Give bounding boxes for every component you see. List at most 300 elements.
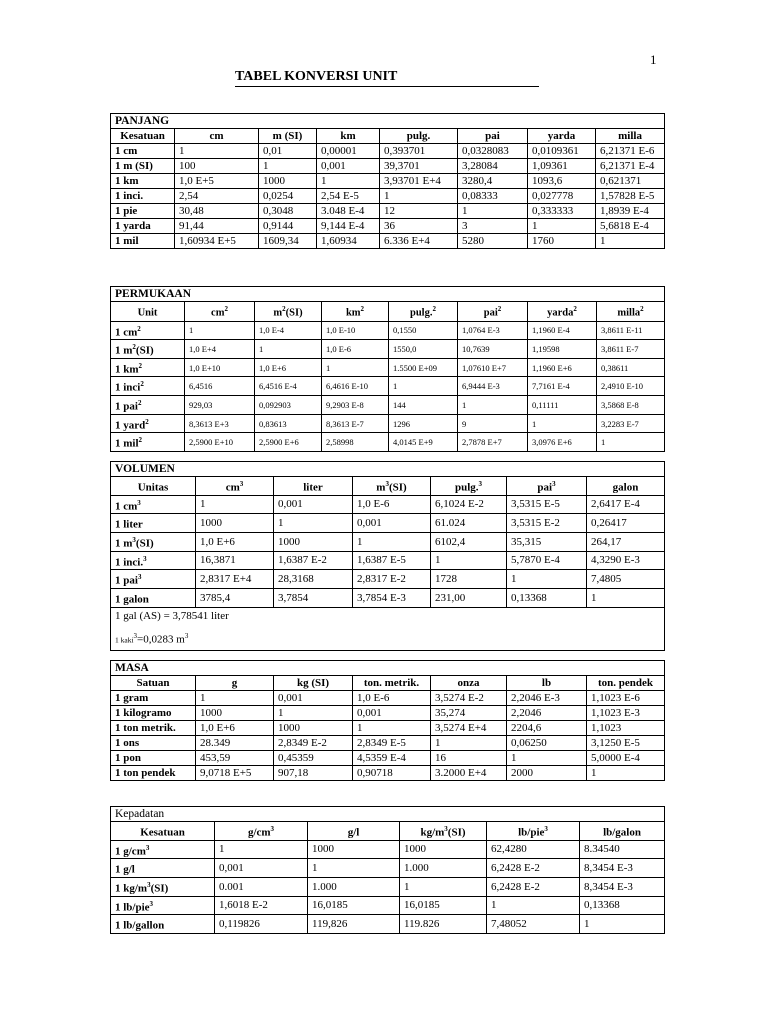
col-header: Kesatuan (111, 822, 215, 841)
table-cell: 0,0328083 (458, 144, 528, 159)
table-cell: 8,3613 E+3 (185, 414, 255, 433)
col-header: $km^2$ (322, 302, 389, 322)
length-table (110, 113, 665, 249)
row-label: 1 $cm^3$ (111, 495, 196, 514)
col-header: km (317, 129, 380, 144)
col-header: pai$^2$ (458, 302, 528, 322)
col-header: galon (587, 477, 665, 496)
table-cell: 2,7878 E+7 (458, 433, 528, 452)
table-cell: 0,9144 (259, 219, 317, 234)
table-cell: 6,4516 E-4 (255, 377, 322, 396)
table-cell: 0,621371 (596, 174, 665, 189)
table-cell: 1 (196, 691, 274, 706)
table-cell: 0,092903 (255, 396, 322, 415)
col-header: Unitas (111, 477, 196, 496)
table-cell: 2,6417 E-4 (587, 495, 665, 514)
table-cell: 1,0 E+6 (196, 532, 274, 551)
table-cell: 8,3454 E-3 (580, 859, 665, 878)
col-header: pai$^3$ (507, 477, 587, 496)
table-cell: 0,0109361 (528, 144, 596, 159)
table-cell: 0,08333 (458, 189, 528, 204)
col-header: milla (596, 129, 665, 144)
table-cell: 1 (215, 840, 308, 859)
table-cell: 1,1023 E-3 (587, 706, 665, 721)
table-cell: 39,3701 (380, 159, 458, 174)
row-label: 1 $km^2$ (111, 358, 185, 377)
row-label: 1 m (SI) (111, 159, 175, 174)
table-cell: 28,3168 (274, 570, 353, 589)
table-cell: 1 (528, 414, 597, 433)
table-cell: 1,09361 (528, 159, 596, 174)
table-cell: 12 (380, 204, 458, 219)
col-header: lb (507, 676, 587, 691)
table-cell: 30,48 (175, 204, 259, 219)
table-cell: 6.336 E+4 (380, 234, 458, 249)
col-header: pulg.$^2$ (389, 302, 458, 322)
table-row (111, 204, 665, 219)
row-label: 1 mil (111, 234, 175, 249)
table-cell: 0,393701 (380, 144, 458, 159)
table-cell: 7,48052 (487, 915, 580, 934)
area-table (110, 286, 665, 452)
row-label: 1 mil$^2$ (111, 433, 185, 452)
table-cell: 9,144 E-4 (317, 219, 380, 234)
table-cell: 2,2046 (507, 706, 587, 721)
section-title-volumen: VOLUMEN (111, 462, 665, 477)
table-cell: 3,93701 E+4 (380, 174, 458, 189)
table-cell: 0,3048 (259, 204, 317, 219)
table-cell: 0,001 (353, 514, 431, 533)
table-cell: 1,1960 E-4 (528, 321, 597, 340)
table-cell: 6,2428 E-2 (487, 859, 580, 878)
table-cell: 1,60934 E+5 (175, 234, 259, 249)
gallon-note: 1 gal (AS) = 3,78541 liter (115, 609, 229, 622)
col-header: g/l (308, 822, 400, 841)
table-cell: 3,5274 E+4 (431, 721, 507, 736)
table-cell: 7,4805 (587, 570, 665, 589)
table-cell: 2,54 E-5 (317, 189, 380, 204)
col-header: g (196, 676, 274, 691)
table-cell: 1000 (196, 706, 274, 721)
table-cell: 1,07610 E+7 (458, 358, 528, 377)
table-cell: 907,18 (274, 766, 353, 781)
table-row (111, 174, 665, 189)
table-cell: 6102,4 (431, 532, 507, 551)
row-label: 1 pai$^3$ (111, 570, 196, 589)
table-row (111, 736, 665, 751)
row-label: 1 inci$^2$ (111, 377, 185, 396)
table-cell: 1760 (528, 234, 596, 249)
table-cell: 9 (458, 414, 528, 433)
col-header: pulg. (380, 129, 458, 144)
table-row (111, 159, 665, 174)
table-row (111, 570, 665, 589)
table-cell: 1 (259, 159, 317, 174)
table-cell: 144 (389, 396, 458, 415)
table-cell: 8,3613 E-7 (322, 414, 389, 433)
table-cell: 1,1960 E+6 (528, 358, 597, 377)
row-label: 1 km (111, 174, 175, 189)
row-label: 1 $cm^2$ (111, 321, 185, 340)
table-cell: 5,7870 E-4 (507, 551, 587, 570)
table-cell: 0,45359 (274, 751, 353, 766)
row-label: 1 pie (111, 204, 175, 219)
table-cell: 16 (431, 751, 507, 766)
row-label: 1 pai$^2$ (111, 396, 185, 415)
table-cell: 3.2000 E+4 (431, 766, 507, 781)
table-cell: 1,19598 (528, 340, 597, 359)
page-number: 1 (650, 52, 657, 67)
col-header: cm (175, 129, 259, 144)
table-cell: 264,17 (587, 532, 665, 551)
table-cell: 6,2428 E-2 (487, 877, 580, 896)
table-cell: 6,1024 E-2 (431, 495, 507, 514)
table-cell: 3,0976 E+6 (528, 433, 597, 452)
table-row (111, 532, 665, 551)
cubic-foot-note: 1 kaki$^3$=0,0283 $m^3$ (115, 631, 189, 646)
table-row (111, 915, 665, 934)
table-row (111, 896, 665, 915)
table-cell: 1,6018 E-2 (215, 896, 308, 915)
table-cell: 1,6387 E-2 (274, 551, 353, 570)
row-label: 1 yarda (111, 219, 175, 234)
table-cell: 1 (507, 570, 587, 589)
col-header: lb/galon (580, 822, 665, 841)
table-cell: 0,0254 (259, 189, 317, 204)
table-cell: 5,6818 E-4 (596, 219, 665, 234)
table-cell: 1 (431, 551, 507, 570)
table-cell: 2,8349 E-5 (353, 736, 431, 751)
table-cell: 2,5900 E+6 (255, 433, 322, 452)
volume-table (110, 461, 665, 651)
section-title-kepadatan: Kepadatan (111, 807, 665, 822)
col-header: pulg.$^3$ (431, 477, 507, 496)
col-header: $m^2(SI)$ (255, 302, 322, 322)
table-cell: 0,01 (259, 144, 317, 159)
table-cell: 1 (175, 144, 259, 159)
table-cell: 1,0 E-4 (255, 321, 322, 340)
table-cell: 0,001 (317, 159, 380, 174)
col-header: Satuan (111, 676, 196, 691)
table-cell: 4,5359 E-4 (353, 751, 431, 766)
col-header: lb/pie$^3$ (487, 822, 580, 841)
table-cell: 929,03 (185, 396, 255, 415)
table-cell: 8.34540 (580, 840, 665, 859)
table-cell: 1 (400, 877, 487, 896)
table-cell: 6,9444 E-3 (458, 377, 528, 396)
table-cell: 1,0 E-6 (353, 691, 431, 706)
table-cell: 1.000 (308, 877, 400, 896)
table-cell: 1 (196, 495, 274, 514)
table-cell: 1,0 E-10 (322, 321, 389, 340)
table-cell: 2,2046 E-3 (507, 691, 587, 706)
table-cell: 1728 (431, 570, 507, 589)
table-cell: 5280 (458, 234, 528, 249)
table-cell: 3,2283 E-7 (597, 414, 665, 433)
table-cell: 100 (175, 159, 259, 174)
table-cell: 3,5274 E-2 (431, 691, 507, 706)
table-cell: 0,119826 (215, 915, 308, 934)
table-cell: 3,7854 (274, 588, 353, 607)
table-cell: 3.048 E-4 (317, 204, 380, 219)
row-label: 1 $kg/m^3(SI)$ (111, 877, 215, 896)
section-title-masa: MASA (111, 661, 665, 676)
col-header: ton. metrik. (353, 676, 431, 691)
table-cell: 3280,4 (458, 174, 528, 189)
section-title-permukaan: PERMUKAAN (111, 287, 665, 302)
table-cell: 1 (317, 174, 380, 189)
table-cell: 16,0185 (400, 896, 487, 915)
table-row (111, 840, 665, 859)
row-label: 1 galon (111, 588, 196, 607)
table-row (111, 340, 665, 359)
table-row (111, 377, 665, 396)
table-row (111, 877, 665, 896)
mass-table (110, 660, 665, 781)
table-cell: 1 (528, 219, 596, 234)
table-cell: 1000 (400, 840, 487, 859)
table-cell: 0.001 (215, 877, 308, 896)
table-cell: 2,8317 E+4 (196, 570, 274, 589)
table-cell: 1 (322, 358, 389, 377)
table-cell: 1,60934 (317, 234, 380, 249)
table-cell: 1,0 E+5 (175, 174, 259, 189)
col-header: $m^3(SI)$ (353, 477, 431, 496)
table-cell: 1 (487, 896, 580, 915)
table-cell: 1550,0 (389, 340, 458, 359)
table-cell: 1,1023 E-6 (587, 691, 665, 706)
table-cell: 0,26417 (587, 514, 665, 533)
table-cell: 0,00001 (317, 144, 380, 159)
table-cell: 1000 (196, 514, 274, 533)
table-cell: 2,58998 (322, 433, 389, 452)
table-cell: 5,0000 E-4 (587, 751, 665, 766)
row-label: 1 g/l (111, 859, 215, 878)
table-cell: 1,0 E+6 (255, 358, 322, 377)
table-cell: 1 (507, 751, 587, 766)
row-label: 1 ton metrik. (111, 721, 196, 736)
row-label: 1 lb/gallon (111, 915, 215, 934)
table-cell: 1093,6 (528, 174, 596, 189)
table-cell: 2,54 (175, 189, 259, 204)
table-cell: 0,83613 (255, 414, 322, 433)
table-cell: 0,38611 (597, 358, 665, 377)
table-cell: 9,0718 E+5 (196, 766, 274, 781)
table-cell: 28.349 (196, 736, 274, 751)
table-cell: 6,21371 E-6 (596, 144, 665, 159)
table-cell: 6,4516 (185, 377, 255, 396)
table-cell: 3,5315 E-2 (507, 514, 587, 533)
table-row (111, 321, 665, 340)
table-cell: 4,0145 E+9 (389, 433, 458, 452)
table-cell: 6,4616 E-10 (322, 377, 389, 396)
table-cell: 3,28084 (458, 159, 528, 174)
table-row (111, 396, 665, 415)
table-cell: 1296 (389, 414, 458, 433)
table-cell: 0,90718 (353, 766, 431, 781)
table-row (111, 433, 665, 452)
table-cell: 1,0 E-6 (322, 340, 389, 359)
table-cell: 1000 (308, 840, 400, 859)
row-label: 1 inci.$^3$ (111, 551, 196, 570)
table-row (111, 551, 665, 570)
table-cell: 0,13368 (507, 588, 587, 607)
table-cell: 35,315 (507, 532, 587, 551)
col-header: milla$^2$ (597, 302, 665, 322)
table-row (111, 859, 665, 878)
table-cell: 61.024 (431, 514, 507, 533)
col-header: liter (274, 477, 353, 496)
col-header: $cm^2$ (185, 302, 255, 322)
table-cell: 3,8611 E-7 (597, 340, 665, 359)
row-label: 1 kilogramo (111, 706, 196, 721)
row-label: 1 pon (111, 751, 196, 766)
table-cell: 1 (389, 377, 458, 396)
row-label: 1 yard$^2$ (111, 414, 185, 433)
col-header: onza (431, 676, 507, 691)
table-cell: 1,0 E+10 (185, 358, 255, 377)
row-label: 1 liter (111, 514, 196, 533)
table-cell: 1 (431, 736, 507, 751)
table-cell: 1,0 E+4 (185, 340, 255, 359)
table-row (111, 234, 665, 249)
table-cell: 2,5900 E+10 (185, 433, 255, 452)
table-cell: 0,027778 (528, 189, 596, 204)
table-cell: 1 (380, 189, 458, 204)
row-label: 1 inci. (111, 189, 175, 204)
table-cell: 0,11111 (528, 396, 597, 415)
table-cell: 2,4910 E-10 (597, 377, 665, 396)
table-row (111, 721, 665, 736)
table-cell: 0,001 (215, 859, 308, 878)
table-cell: 4,3290 E-3 (587, 551, 665, 570)
table-row (111, 189, 665, 204)
table-cell: 6,21371 E-4 (596, 159, 665, 174)
table-cell: 36 (380, 219, 458, 234)
table-cell: 91,44 (175, 219, 259, 234)
table-cell: 1,6387 E-5 (353, 551, 431, 570)
table-cell: 1 (274, 706, 353, 721)
table-row (111, 495, 665, 514)
table-cell: 1 (308, 859, 400, 878)
table-row (111, 358, 665, 377)
table-cell: 16,3871 (196, 551, 274, 570)
table-cell: 1 (274, 514, 353, 533)
table-cell: 1,1023 (587, 721, 665, 736)
col-header: ton. pendek (587, 676, 665, 691)
table-cell: 3,5868 E-8 (597, 396, 665, 415)
row-label: 1 ton pendek (111, 766, 196, 781)
table-cell: 1,0764 E-3 (458, 321, 528, 340)
table-row (111, 766, 665, 781)
row-label: 1 $m^2(SI)$ (111, 340, 185, 359)
col-header: $g/cm^3$ (215, 822, 308, 841)
table-cell: 0,06250 (507, 736, 587, 751)
table-cell: 1 (458, 204, 528, 219)
table-cell: 1 (255, 340, 322, 359)
table-cell: 1,57828 E-5 (596, 189, 665, 204)
table-row (111, 691, 665, 706)
table-cell: 16,0185 (308, 896, 400, 915)
table-cell: 3,1250 E-5 (587, 736, 665, 751)
table-cell: 0,001 (353, 706, 431, 721)
table-row (111, 706, 665, 721)
row-label: 1 $g/cm^3$ (111, 840, 215, 859)
col-header: yarda$^2$ (528, 302, 597, 322)
table-cell: 2,8349 E-2 (274, 736, 353, 751)
table-cell: 10,7639 (458, 340, 528, 359)
table-cell: 453,59 (196, 751, 274, 766)
table-cell: 1 (458, 396, 528, 415)
table-cell: 119,826 (308, 915, 400, 934)
table-cell: 0,1550 (389, 321, 458, 340)
table-cell: 3,8611 E-11 (597, 321, 665, 340)
table-cell: 1609,34 (259, 234, 317, 249)
table-cell: 35,274 (431, 706, 507, 721)
table-cell: 0,13368 (580, 896, 665, 915)
table-cell: 1 (353, 721, 431, 736)
table-cell: 8,3454 E-3 (580, 877, 665, 896)
col-header: yarda (528, 129, 596, 144)
table-row (111, 414, 665, 433)
row-label: 1 ons (111, 736, 196, 751)
table-cell: 1 (597, 433, 665, 452)
table-cell: 1000 (274, 532, 353, 551)
table-cell: 1000 (274, 721, 353, 736)
table-cell: 119.826 (400, 915, 487, 934)
table-cell: 0,001 (274, 495, 353, 514)
col-header: m (SI) (259, 129, 317, 144)
table-cell: 1 (596, 234, 665, 249)
table-cell: 3785,4 (196, 588, 274, 607)
table-cell: 1 (587, 588, 665, 607)
row-label: 1 gram (111, 691, 196, 706)
table-cell: 3,5315 E-5 (507, 495, 587, 514)
col-header: $kg/m^3(SI)$ (400, 822, 487, 841)
col-header: pai (458, 129, 528, 144)
table-cell: 1,0 E+6 (196, 721, 274, 736)
table-cell: 1 (580, 915, 665, 934)
row-label: 1 cm (111, 144, 175, 159)
table-row (111, 144, 665, 159)
table-cell: 3 (458, 219, 528, 234)
table-cell: 1.5500 E+09 (389, 358, 458, 377)
table-cell: 62,4280 (487, 840, 580, 859)
table-cell: 0,001 (274, 691, 353, 706)
col-header: Unit (111, 302, 185, 322)
col-header: $cm^3$ (196, 477, 274, 496)
table-row (111, 514, 665, 533)
col-header: Kesatuan (111, 129, 175, 144)
section-title-panjang: PANJANG (111, 114, 665, 129)
table-cell: 2000 (507, 766, 587, 781)
table-cell: 2204,6 (507, 721, 587, 736)
table-cell: 3,7854 E-3 (353, 588, 431, 607)
table-row (111, 751, 665, 766)
table-cell: 231,00 (431, 588, 507, 607)
table-cell: 1,0 E-6 (353, 495, 431, 514)
table-row (111, 219, 665, 234)
table-cell: 1 (587, 766, 665, 781)
table-cell: 1000 (259, 174, 317, 189)
table-cell: 2,8317 E-2 (353, 570, 431, 589)
document-title: TABEL KONVERSI UNIT (235, 69, 539, 87)
table-cell: 9,2903 E-8 (322, 396, 389, 415)
table-cell: 1 (353, 532, 431, 551)
volume-notes (111, 607, 665, 650)
col-header: kg (SI) (274, 676, 353, 691)
table-cell: 0,333333 (528, 204, 596, 219)
